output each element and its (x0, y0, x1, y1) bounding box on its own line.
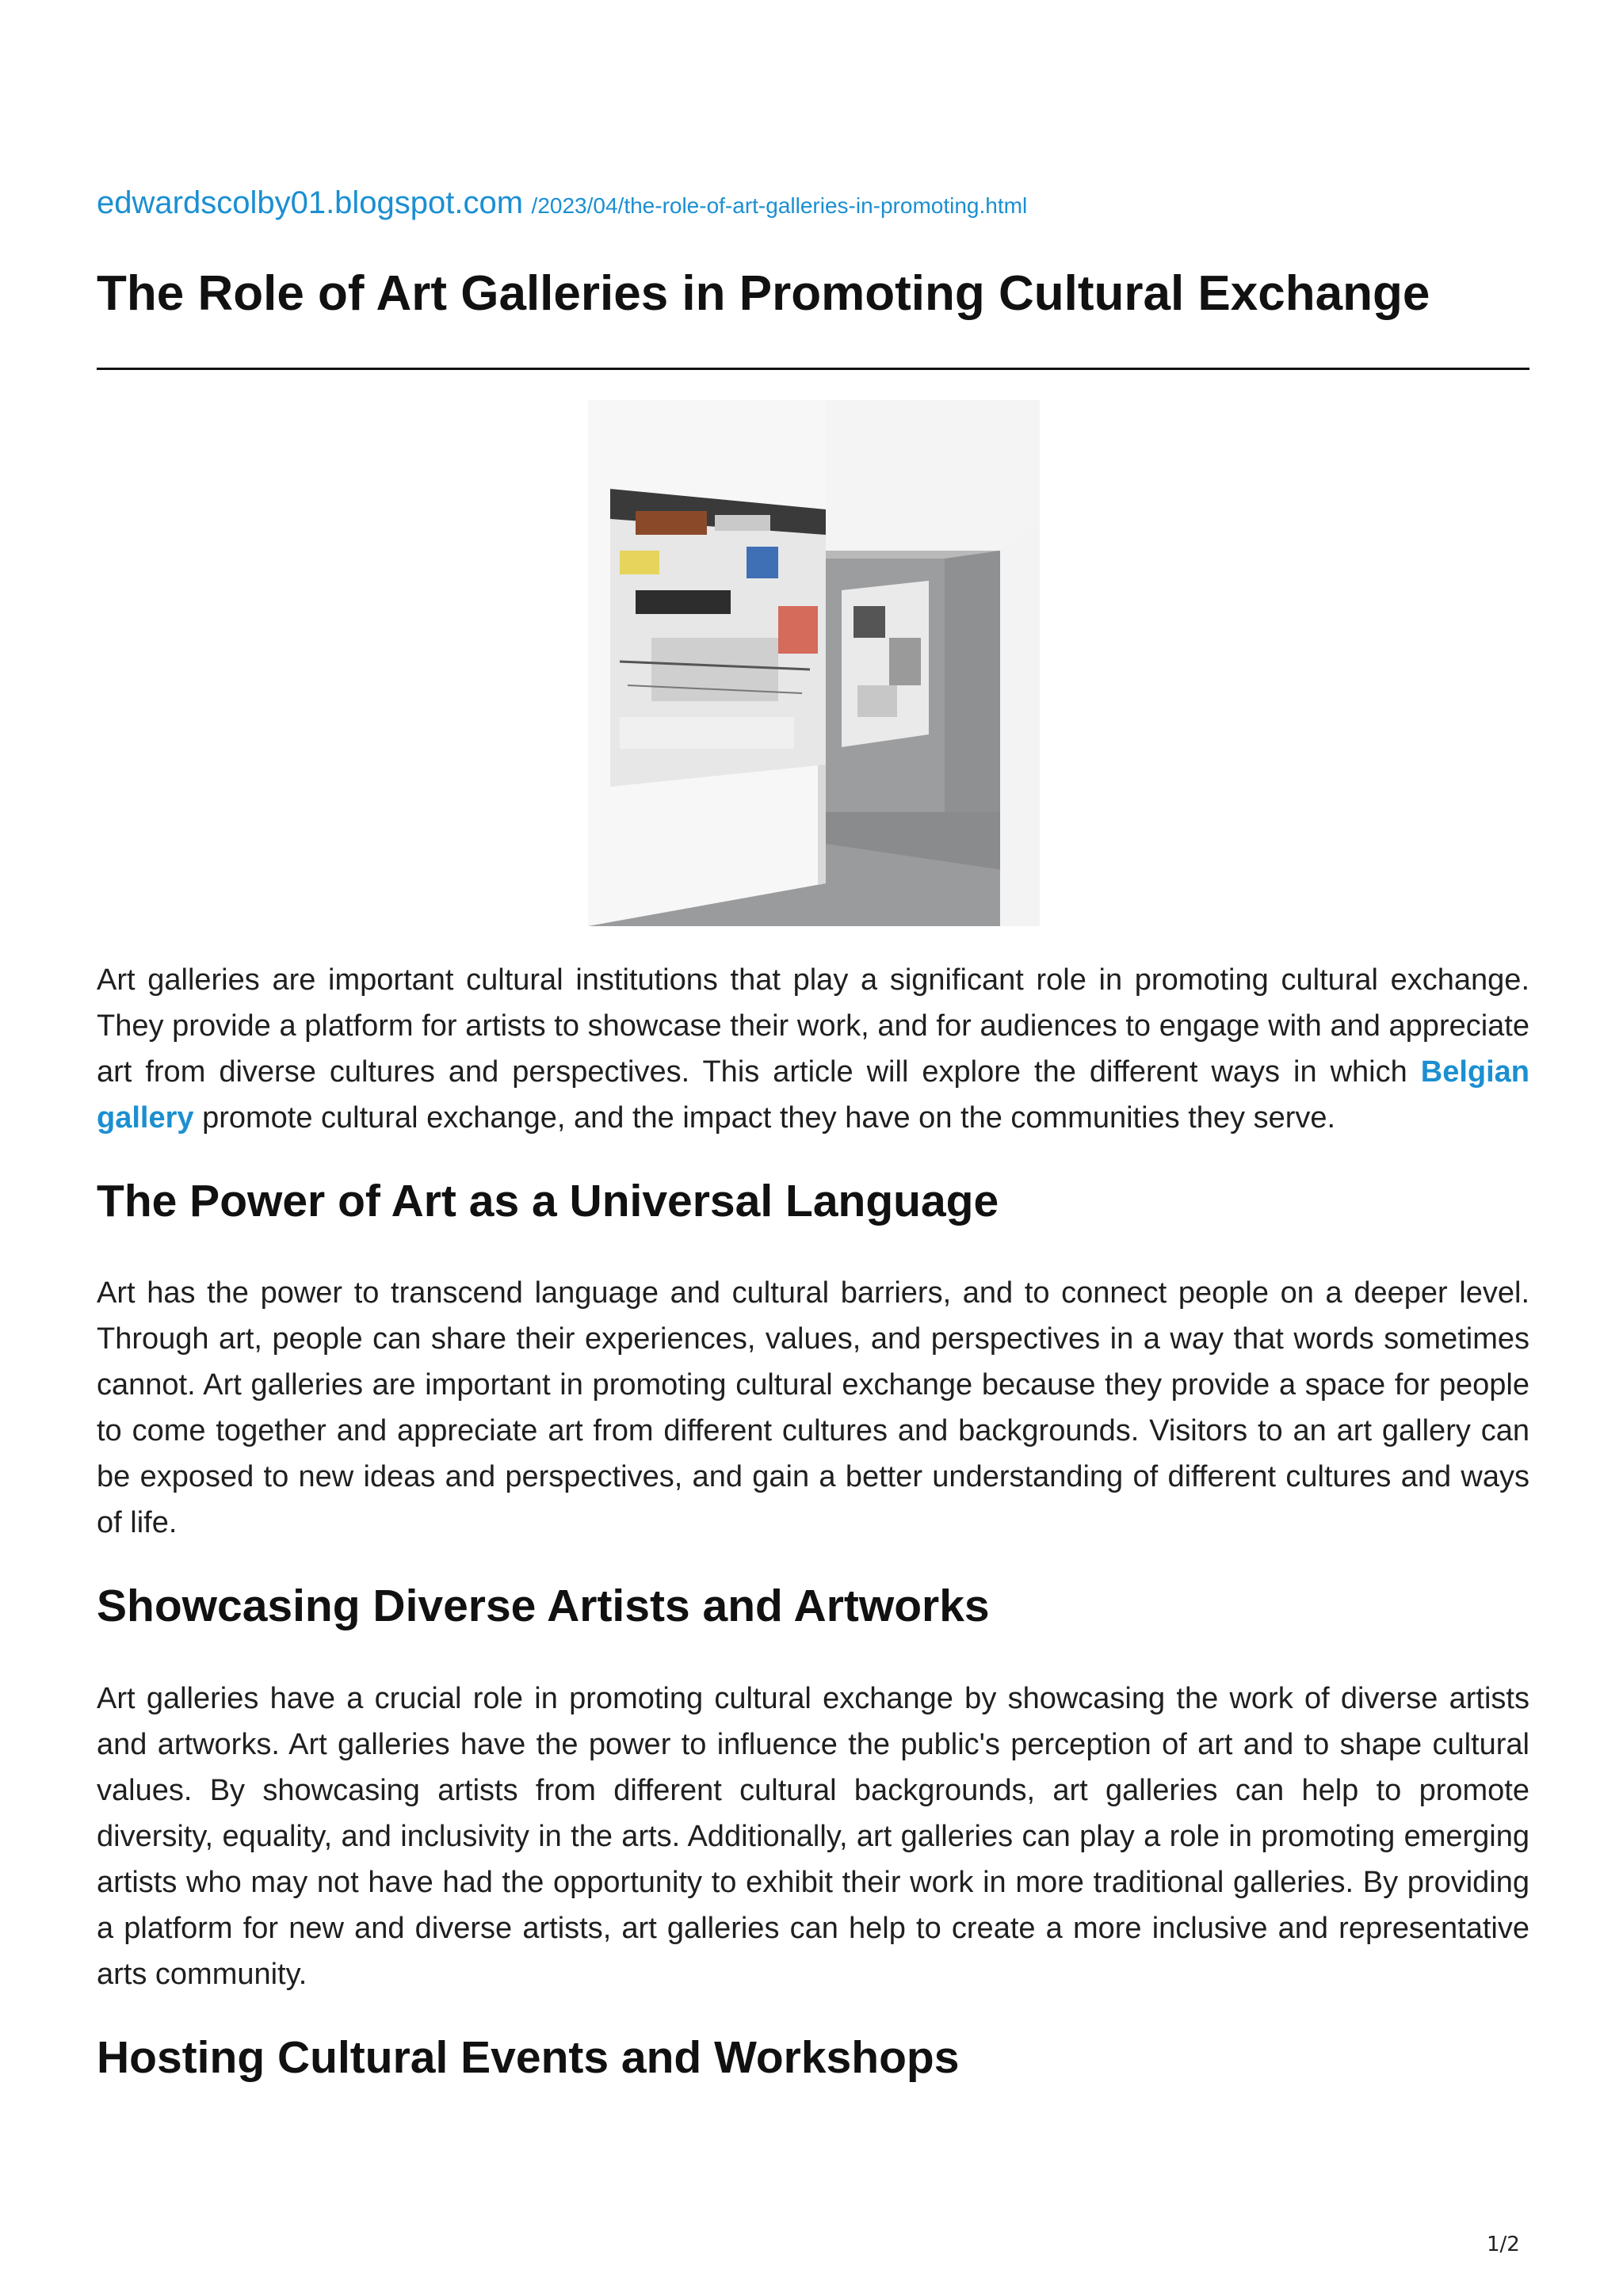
belgian-gallery-link[interactable]: Belgian gallery (97, 1055, 1529, 1135)
section-body-universal-language (97, 1270, 1529, 1546)
title-divider (97, 368, 1529, 370)
artwork-large (610, 489, 826, 787)
paragraph-universal-language: Art has the power to transcend language and cultural barriers, and to connect people on a deeper level. Through art, people can share their experiences, values, and perspectives in a way that words sometimes cannot. Art galleries are important in promoting cultural exchange because they provide a space for people to come together and appreciate art from different cultures and backgrounds. Visitors to an art gallery can be exposed to new ideas and perspectives, and gain a better understanding of different cultures and ways of life. (97, 1276, 1529, 1539)
section-heading-diverse-artists: Showcasing Diverse Artists and Artworks (97, 1581, 990, 1631)
section-heading-cultural-events: Hosting Cultural Events and Workshops (97, 2032, 960, 2083)
source-domain-link[interactable]: edwardscolby01.blogspot.com (97, 185, 524, 220)
intro-paragraph-block (97, 957, 1529, 1141)
source-path-link[interactable]: /2023/04/the-role-of-art-galleries-in-promoting.html (531, 193, 1028, 218)
paragraph-diverse-artists: Art galleries have a crucial role in promoting cultural exchange by showcasing the work of diverse artists and artworks. Art galleries have the power to influence the public's perception of art and to shape cultural values. By showcasing artists from different cultural backgrounds, art galleries can help to promote diversity, equality, and inclusivity in the arts. Additionally, art galleries can play a role in promoting emerging artists who may not have had the opportunity to exhibit their work in more traditional galleries. By providing a platform for new and diverse artists, art galleries can help to create a more inclusive and representative arts community. (97, 1682, 1529, 1991)
section-heading-universal-language: The Power of Art as a Universal Language (97, 1176, 999, 1226)
section-body-diverse-artists (97, 1676, 1529, 1997)
page-number: 1/2 (1487, 2233, 1520, 2256)
gallery-photo (588, 400, 1040, 926)
intro-paragraph (97, 957, 1529, 1141)
artwork-small (842, 581, 929, 747)
source-url (97, 185, 1027, 221)
intro-text-start: Art galleries are important cultural institutions that play a significant role in promoting cultural exchange. They provide a platform for artists to showcase their work, and for audiences to engage with and appreciate art from diverse cultures and perspectives. This article will explore the different ways in which (97, 963, 1529, 1089)
intro-text-end: promote cultural exchange, and the impact they have on the communities they serve. (193, 1101, 1336, 1135)
article-title: The Role of Art Galleries in Promoting Cultural Exchange (97, 266, 1430, 321)
